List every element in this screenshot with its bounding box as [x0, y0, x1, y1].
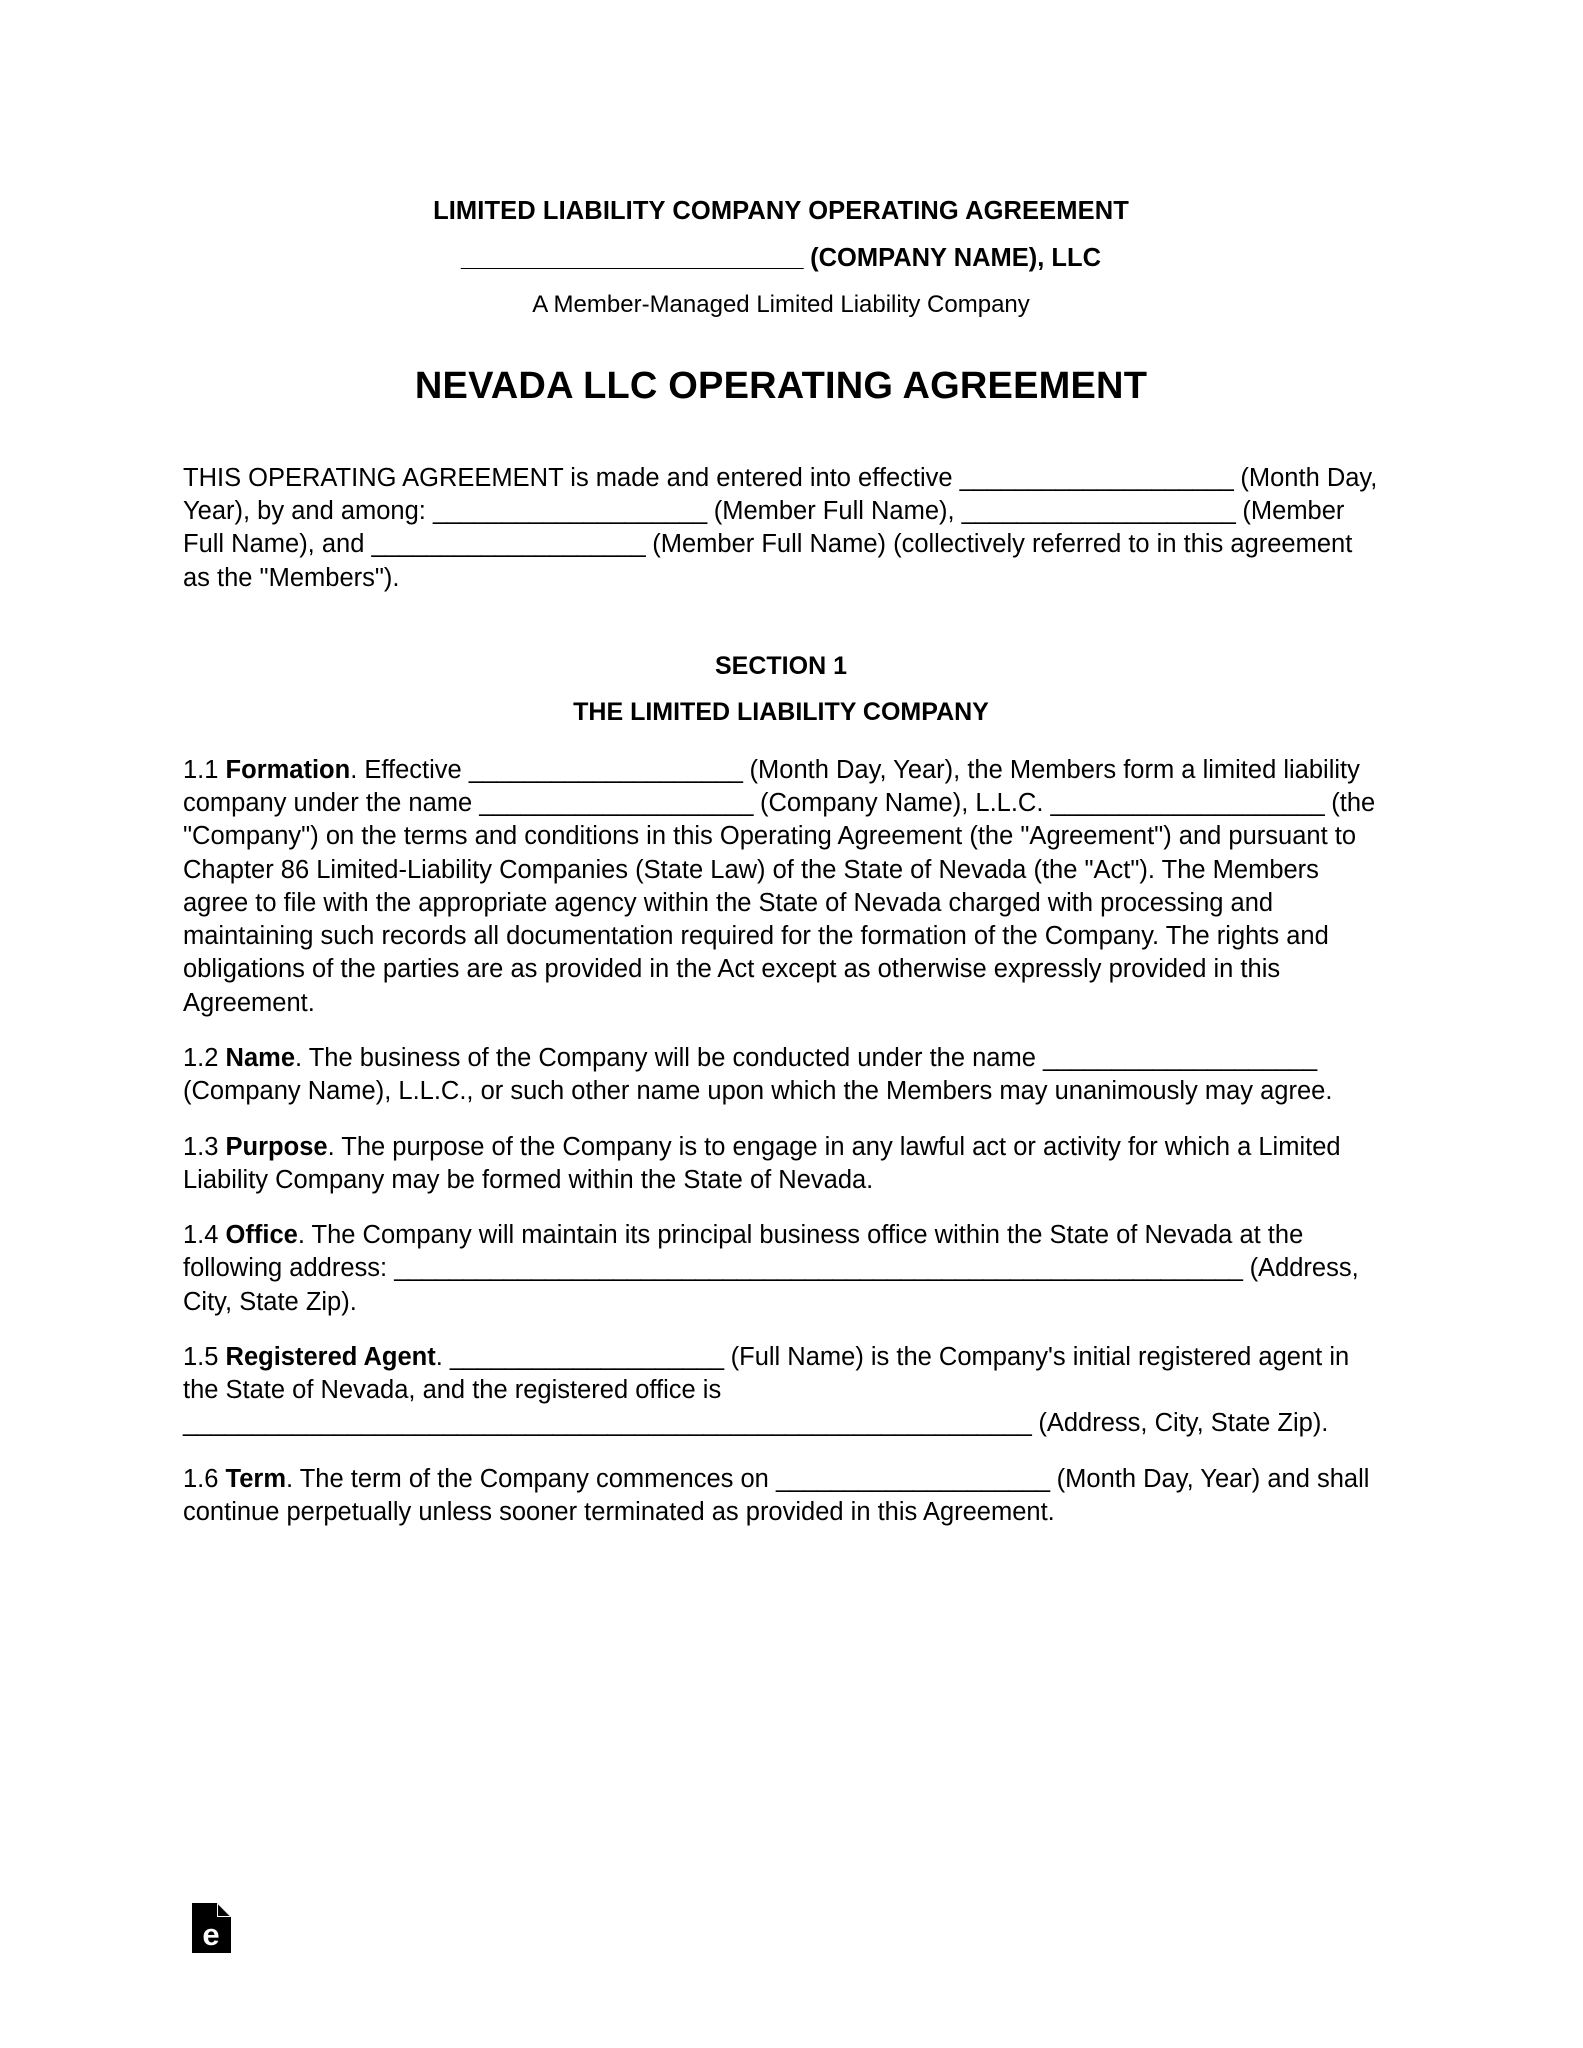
- eforms-logo-icon: [192, 1903, 231, 1953]
- clause-1-3: [183, 1109, 1379, 1198]
- clause-1-5-text-1: (Full Name) is the Company's initial registered agent in the State of Nevada, and the registered office is: [183, 1342, 1350, 1405]
- member-1-name-blank[interactable]: ____________________: [432, 497, 707, 526]
- intro-text-1: THIS OPERATING AGREEMENT is made and entered into effective: [183, 463, 960, 492]
- office-address-blank[interactable]: ______________________________________________________________: [394, 1254, 1243, 1283]
- intro-paragraph: [183, 412, 1379, 595]
- clause-1-2-text-1: (Company Name), L.L.C., or such other name upon which the Members may unanimously may agree.: [183, 1077, 1333, 1106]
- document-content: [183, 0, 1379, 1529]
- formation-llc-blank[interactable]: ____________________: [1050, 789, 1325, 818]
- clause-1-1-title: Formation: [225, 755, 351, 784]
- clause-1-4: [183, 1197, 1379, 1319]
- clause-1-2-title: Name: [225, 1044, 295, 1073]
- clause-1-1-text-1: (Month Day, Year), the Members form a limited liability company under the name: [183, 755, 1360, 818]
- member-2-name-blank[interactable]: ____________________: [961, 497, 1236, 526]
- clause-1-1: [183, 729, 1379, 1020]
- formation-company-name-blank[interactable]: ____________________: [479, 789, 753, 818]
- clause-1-1-number: 1.1: [183, 755, 226, 784]
- company-name-label: (COMPANY NAME), LLC: [803, 243, 1102, 272]
- clause-1-6-title: Term: [225, 1464, 287, 1493]
- svg-text:e: e: [202, 1917, 220, 1952]
- document-main-title: NEVADA LLC OPERATING AGREEMENT: [414, 365, 1148, 408]
- clause-1-2-after-title: . The business of the Company will be conducted under the name: [295, 1044, 1043, 1073]
- clause-1-3-after-title: . The purpose of the Company is to engage in any lawful act or activity for which a Limited Liability Company may be formed within the State of Nevada.: [183, 1132, 1341, 1194]
- document-title-line-2: [183, 228, 1379, 275]
- section-title-heading: THE LIMITED LIABILITY COMPANY: [573, 698, 989, 727]
- clause-1-2-number: 1.2: [183, 1044, 226, 1073]
- clause-1-5-text-2: (Address, City, State Zip).: [1031, 1409, 1329, 1438]
- document-title-line-1: LIMITED LIABILITY COMPANY OPERATING AGREEMENT: [433, 197, 1129, 225]
- intro-text-3: (Member Full Name),: [706, 497, 962, 526]
- clause-1-4-title: Office: [225, 1221, 298, 1250]
- intro-text-5: (Member Full Name) (collectively referred to in this agreement as the "Members").: [183, 530, 1353, 592]
- member-3-name-blank[interactable]: ____________________: [371, 530, 646, 559]
- section-number-heading: SECTION 1: [715, 651, 847, 680]
- intro-text-4: (Member Full Name), and: [183, 497, 1345, 559]
- clause-1-1-text-3: (the "Company") on the terms and conditions in this Operating Agreement (the "Agreement") and pursuant to Chapter 86 Limited-Liability Companies (State Law) of the State of Nevada (the "Act"). The Members agree to file with the appropriate agency within the State of Nevada charged with processing and maintaining such records all documentation required for the formation of the Company. The rights and obligations of the parties are as provided in the Act except as otherwise expressly provided in this Agreement.: [183, 789, 1376, 1017]
- clause-1-5-title: Registered Agent: [225, 1342, 436, 1371]
- intro-text-2: (Month Day, Year), by and among:: [183, 463, 1378, 526]
- clause-1-5-after-title: .: [435, 1342, 450, 1371]
- clause-1-4-number: 1.4: [183, 1221, 226, 1250]
- registered-office-address-blank[interactable]: ______________________________________________________________: [183, 1409, 1032, 1438]
- clause-1-6-text-1: (Month Day, Year) and shall continue perpetually unless sooner terminated as provided in this Agreement.: [183, 1464, 1370, 1526]
- term-commence-date-blank[interactable]: ____________________: [775, 1464, 1050, 1493]
- clause-1-6-number: 1.6: [183, 1464, 226, 1493]
- clause-1-3-title: Purpose: [225, 1132, 328, 1161]
- document-subtitle: A Member-Managed Limited Liability Company: [532, 291, 1030, 319]
- clause-1-1-after-title: . Effective: [350, 755, 469, 784]
- company-name-blank[interactable]: _________________________: [460, 243, 804, 272]
- registered-agent-name-blank[interactable]: ____________________: [449, 1342, 724, 1371]
- clause-1-2: [183, 1020, 1379, 1109]
- name-company-blank[interactable]: ____________________: [1042, 1044, 1317, 1073]
- formation-date-blank[interactable]: ____________________: [468, 755, 743, 784]
- clause-1-3-number: 1.3: [183, 1132, 226, 1161]
- clause-1-6: [183, 1441, 1379, 1530]
- clause-1-6-after-title: . The term of the Company commences on: [286, 1464, 776, 1493]
- clause-1-5: [183, 1319, 1379, 1441]
- clause-1-4-text-1: (Address, City, State Zip).: [183, 1254, 1359, 1316]
- effective-date-blank[interactable]: ____________________: [959, 463, 1234, 492]
- clause-1-1-text-2: (Company Name), L.L.C.: [752, 789, 1051, 818]
- clause-1-5-number: 1.5: [183, 1342, 226, 1371]
- clause-1-4-after-title: . The Company will maintain its principal business office within the State of Nevada at the following address:: [183, 1221, 1304, 1283]
